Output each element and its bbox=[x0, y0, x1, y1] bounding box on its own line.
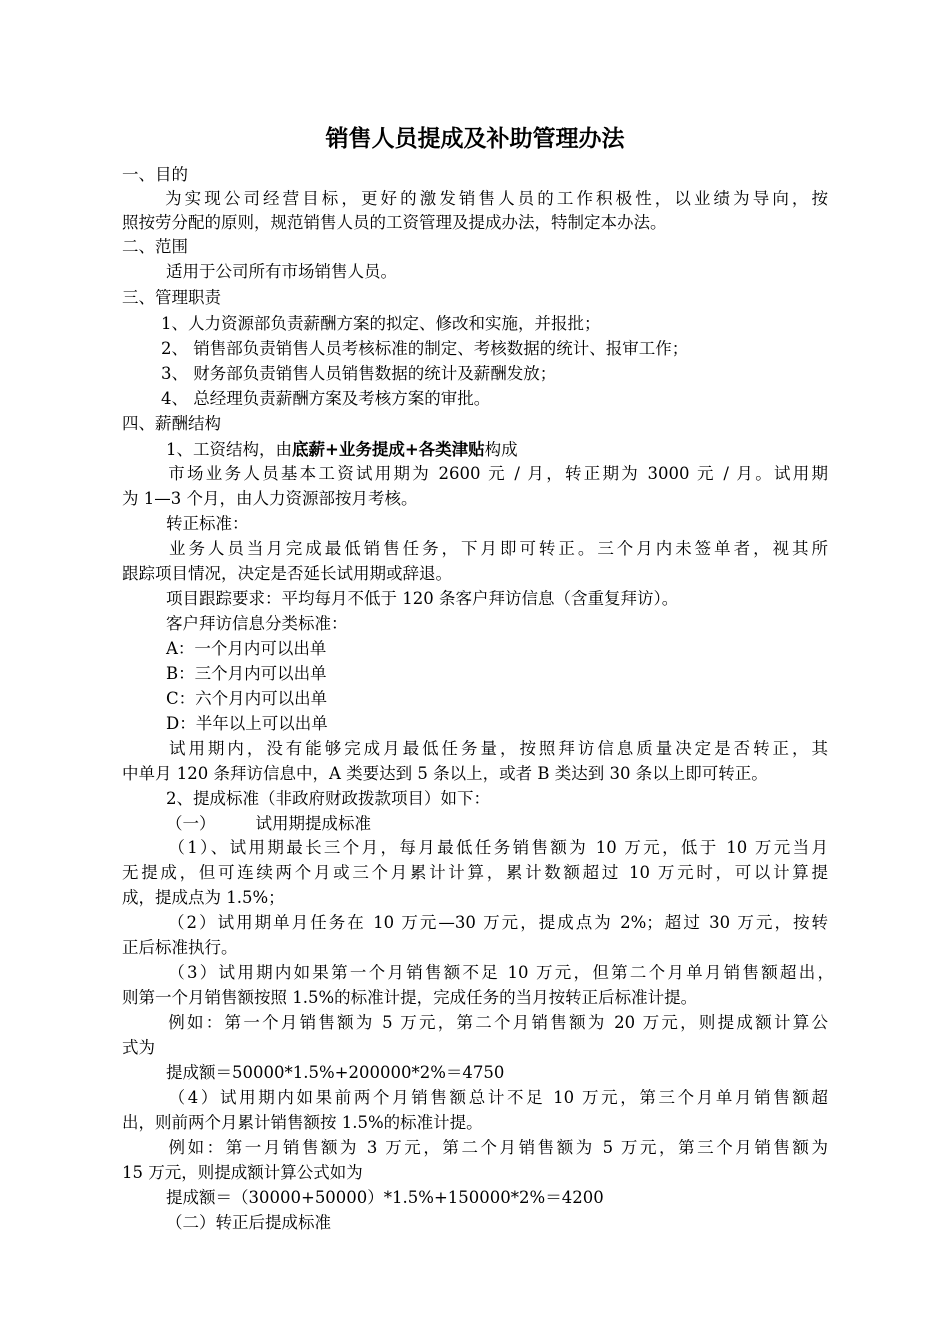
paragraph-line: 正后标准执行。 bbox=[122, 938, 238, 957]
paragraph-line: 成，提成点为 1.5%； bbox=[122, 888, 285, 907]
paragraph-line: 例如：第一个月销售额为 5 万元，第二个月销售额为 20 万元，则提成额计算公 bbox=[166, 1013, 828, 1032]
document-title: 销售人员提成及补助管理办法 bbox=[325, 126, 625, 152]
paragraph-line: 则第一个月销售额按照 1.5%的标准计提，完成任务的当月按转正后标准计提。 bbox=[122, 988, 698, 1007]
class-item: B：三个月内可以出单 bbox=[166, 664, 327, 683]
class-item: C：六个月内可以出单 bbox=[166, 689, 328, 708]
subheading-commission: 2、提成标准（非政府财政拨款项目）如下： bbox=[166, 789, 490, 808]
paragraph-line: （2）试用期单月任务在 10 万元—30 万元，提成点为 2%；超过 30 万元，按转 bbox=[166, 913, 828, 932]
salary-structure-line: 1、工资结构，由底薪+业务提成+各类津贴构成 bbox=[166, 440, 518, 459]
paragraph-line: 为 1—3 个月，由人力资源部按月考核。 bbox=[122, 489, 418, 508]
subheading-trial-commission: （一） 试用期提成标准 bbox=[166, 814, 371, 833]
paragraph-line: （4）试用期内如果前两个月销售额总计不足 10 万元，第三个月单月销售额超 bbox=[166, 1088, 828, 1107]
paragraph-line: 无提成，但可连续两个月或三个月累计计算，累计数额超过 10 万元时，可以计算提 bbox=[122, 863, 828, 882]
paragraph-line: 照按劳分配的原则，规范销售人员的工资管理及提成办法，特制定本办法。 bbox=[122, 213, 667, 232]
paragraph-line: 中单月 120 条拜访信息中，A 类要达到 5 条以上，或者 B 类达到 30 条以上即可转正。 bbox=[122, 764, 768, 783]
subheading-regular-commission: （二）转正后提成标准 bbox=[166, 1213, 331, 1232]
section-heading-scope: 二、范围 bbox=[122, 237, 188, 256]
section-heading-purpose: 一、目的 bbox=[122, 165, 188, 184]
paragraph-line: 试用期内，没有能够完成月最低任务量，按照拜访信息质量决定是否转正，其 bbox=[166, 739, 828, 758]
paragraph-line: 市场业务人员基本工资试用期为 2600 元 / 月，转正期为 3000 元 / 月。试用期 bbox=[166, 464, 828, 483]
paragraph-line: 业务人员当月完成最低销售任务，下月即可转正。三个月内未签单者，视其所 bbox=[166, 539, 828, 558]
subheading-classification: 客户拜访信息分类标准： bbox=[166, 614, 348, 633]
section-heading-compensation: 四、薪酬结构 bbox=[122, 414, 221, 433]
paragraph-line: 15 万元，则提成额计算公式如为 bbox=[122, 1163, 363, 1182]
formula-line: 提成额＝（30000+50000）*1.5%+150000*2%＝4200 bbox=[166, 1188, 604, 1207]
list-item: 1、人力资源部负责薪酬方案的拟定、修改和实施，并报批； bbox=[161, 314, 601, 333]
structure-components: 底薪+业务提成+各类津贴 bbox=[292, 440, 485, 459]
list-item: 3、 财务部负责销售人员销售数据的统计及薪酬发放； bbox=[161, 364, 557, 383]
paragraph-line: 例如：第一月销售额为 3 万元，第二个月销售额为 5 万元，第三个月销售额为 bbox=[166, 1138, 828, 1157]
class-item: D：半年以上可以出单 bbox=[166, 714, 328, 733]
list-item: 2、 销售部负责销售人员考核标准的制定、考核数据的统计、报审工作； bbox=[161, 339, 689, 358]
paragraph-line: 适用于公司所有市场销售人员。 bbox=[166, 262, 397, 281]
list-item: 4、 总经理负责薪酬方案及考核方案的审批。 bbox=[161, 389, 491, 408]
paragraph-line: 出，则前两个月累计销售额按 1.5%的标准计提。 bbox=[122, 1113, 483, 1132]
subheading-confirmation: 转正标准： bbox=[166, 514, 249, 533]
paragraph-line: （1）、试用期最长三个月，每月最低任务销售额为 10 万元，低于 10 万元当月 bbox=[166, 838, 828, 857]
section-heading-responsibilities: 三、管理职责 bbox=[122, 288, 221, 307]
paragraph-line: 跟踪项目情况，决定是否延长试用期或辞退。 bbox=[122, 564, 452, 583]
class-item: A：一个月内可以出单 bbox=[166, 639, 327, 658]
paragraph-line: 项目跟踪要求：平均每月不低于 120 条客户拜访信息（含重复拜访）。 bbox=[166, 589, 679, 608]
paragraph-line: 为实现公司经营目标，更好的激发销售人员的工作积极性，以业绩为导向，按 bbox=[162, 189, 828, 208]
paragraph-line: 式为 bbox=[122, 1038, 155, 1057]
formula-line: 提成额＝50000*1.5%+200000*2%＝4750 bbox=[166, 1063, 505, 1082]
paragraph-line: （3）试用期内如果第一个月销售额不足 10 万元，但第二个月单月销售额超出， bbox=[166, 963, 834, 982]
